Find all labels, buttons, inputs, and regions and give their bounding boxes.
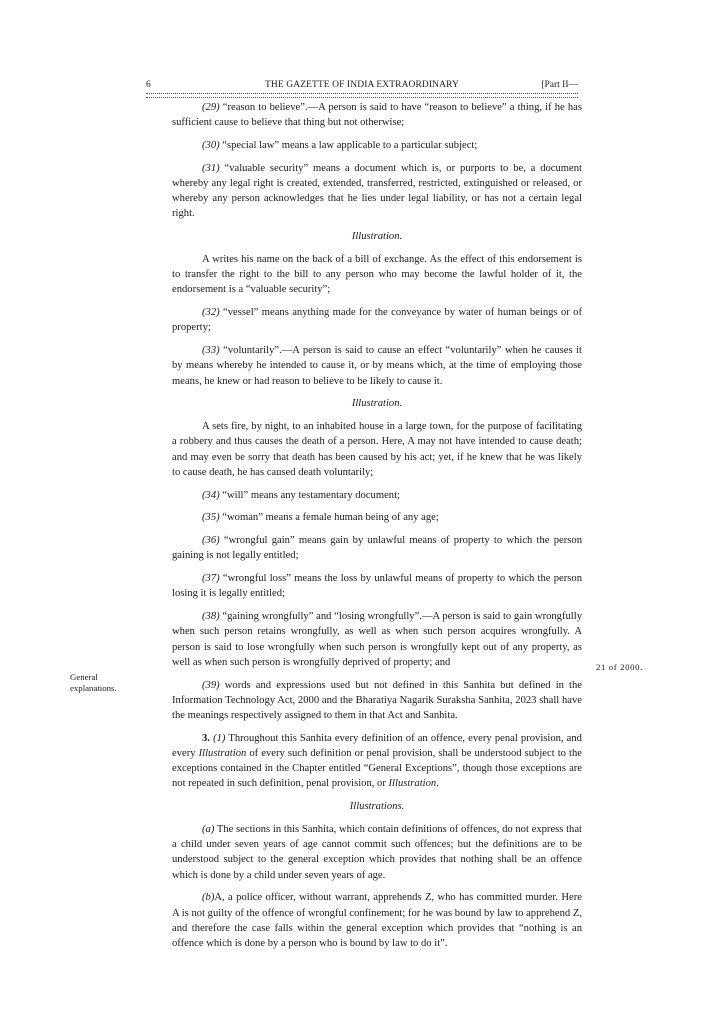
illustration-heading: Illustration. bbox=[351, 231, 403, 243]
clause-text: “vessel” means anything made for the conveyance by water of human beings or of property; bbox=[172, 307, 582, 334]
section-number: 3. bbox=[202, 732, 210, 744]
clause-text: “valuable security” means a document which is, or purports to be, a document whereby any legal right is created, extended, transferred, restricted, extinguished or released, or whereby any person acknowledges that he lies under legal liability, or has not a certain legal right. bbox=[172, 162, 582, 220]
margin-note-line: explanations. bbox=[70, 683, 117, 693]
illustration-word: Illustration bbox=[388, 778, 437, 790]
clause-number: (34) bbox=[202, 489, 220, 501]
clause-30 bbox=[172, 138, 582, 153]
clause-38 bbox=[172, 609, 582, 670]
clause-39 bbox=[172, 678, 582, 724]
clause-text: “wrongful loss” means the loss by unlawful means of property to which the person losing it is legally entitled; bbox=[172, 573, 582, 600]
clause-37 bbox=[172, 571, 582, 601]
illustration-b bbox=[172, 890, 582, 951]
clause-text: “reason to believe”.—A person is said to have “reason to believe” a thing, if he has sufficient cause to believe that thing but not otherwise; bbox=[172, 102, 582, 129]
clause-32 bbox=[172, 305, 582, 335]
clause-number: (38) bbox=[202, 611, 220, 623]
clause-text: “will” means any testamentary document; bbox=[219, 489, 400, 501]
part-label: [Part II— bbox=[541, 80, 578, 90]
illustration-label: (a) bbox=[202, 824, 215, 836]
illustration-text: The sections in this Sanhita, which contain definitions of offences, do not express that a child under seven years of age cannot commit such offences; but the definitions are to be understood subject to the general exception which provides that nothing shall be an offence which is done by a child under seven years of age. bbox=[172, 824, 582, 881]
subsection-number: (1) bbox=[213, 732, 226, 744]
document-body bbox=[172, 100, 582, 959]
illustration-text: A writes his name on the back of a bill of exchange. As the effect of this endorsement is to transfer the right to the bill to any person who may become the lawful holder of it, the endorsement is a “valuable security”; bbox=[172, 254, 582, 296]
section-text: . bbox=[436, 778, 439, 790]
illustration-text: A, a police officer, without warrant, apprehends Z, who has committed murder. Here A is not guilty of the offence of wrongful confinement; for he was bound by law to apprehend Z, and therefore the case falls within the general exception which provides that “nothing is an offence which is done by a person who is bound by law to do it”. bbox=[172, 892, 582, 950]
illustration-word: Illustration bbox=[198, 748, 247, 760]
illustration-text: A sets fire, by night, to an inhabited house in a large town, for the purpose of facilitating a robbery and thus causes the death of a person. Here, A may not have intended to cause death; and may even be sorry that death has been caused by his act; yet, if he knew that he was likely to cause death, he has caused death voluntarily; bbox=[172, 421, 582, 478]
clause-text: words and expressions used but not defined in this Sanhita but defined in the Information Technology Act, 2000 and the Bharatiya Nagarik Suraksha Sanhita, 2023 shall have the meanings respectively assigned to them in that Act and Sanhita. bbox=[172, 679, 582, 722]
illustration-a bbox=[172, 822, 582, 883]
section-3 bbox=[172, 731, 582, 792]
illustration-heading: Illustration. bbox=[351, 398, 403, 410]
clause-number: (33) bbox=[202, 345, 220, 357]
clause-text: “woman” means a female human being of any age; bbox=[219, 512, 439, 524]
clause-number: (32) bbox=[202, 307, 220, 319]
clause-text: “special law” means a law applicable to a particular subject; bbox=[219, 140, 478, 151]
clause-34 bbox=[172, 488, 582, 503]
illustration-label: (b) bbox=[202, 892, 215, 904]
section-text: of every such definition or penal provision, shall be understood subject to the exceptions contained in the Chapter entitled “General Exceptions”, though those exceptions are not repeated in such definition, penal provision, or bbox=[172, 748, 582, 790]
clause-text: “wrongful gain” means gain by unlawful means of property to which the person gaining is not legally entitled; bbox=[172, 535, 582, 562]
illustrations-heading: Illustrations. bbox=[349, 801, 405, 813]
clause-number: (37) bbox=[202, 573, 220, 585]
clause-number: (29) bbox=[202, 102, 220, 113]
clause-29 bbox=[172, 100, 582, 130]
clause-text: “gaining wrongfully” and “losing wrongfully”.—A person is said to gain wrongfully when such person retains wrongfully, as well as when such person acquires wrongfully. A person is said to lose wrongfully when such person is wrongfully kept out of any property, as well as when such person is wrongfully deprived of property; and bbox=[172, 611, 582, 668]
gazette-title: THE GAZETTE OF INDIA EXTRAORDINARY bbox=[265, 80, 459, 90]
clause-number: (35) bbox=[202, 512, 220, 524]
clause-number: (31) bbox=[202, 162, 220, 174]
clause-number: (39) bbox=[202, 679, 220, 691]
clause-number: (36) bbox=[202, 535, 220, 547]
clause-31 bbox=[172, 161, 582, 222]
page-header bbox=[146, 78, 578, 92]
header-rule bbox=[146, 93, 578, 98]
clause-number: (30) bbox=[202, 140, 220, 151]
margin-note-line: General bbox=[70, 672, 98, 682]
section-text: Throughout this Sanhita every definition of an offence, every penal provision, and every bbox=[172, 732, 582, 760]
act-reference-note: 21 of 2000. bbox=[596, 662, 643, 672]
clause-36 bbox=[172, 533, 582, 563]
page-number: 6 bbox=[146, 80, 151, 90]
section-margin-note bbox=[70, 672, 130, 694]
clause-33 bbox=[172, 343, 582, 389]
clause-35 bbox=[172, 510, 582, 525]
clause-text: “voluntarily”.—A person is said to cause an effect “voluntarily” when he causes it by means whereby he intended to cause it, or by means which, at the time of employing those means, he knew or had reason to believe to be likely to cause it. bbox=[172, 345, 582, 387]
